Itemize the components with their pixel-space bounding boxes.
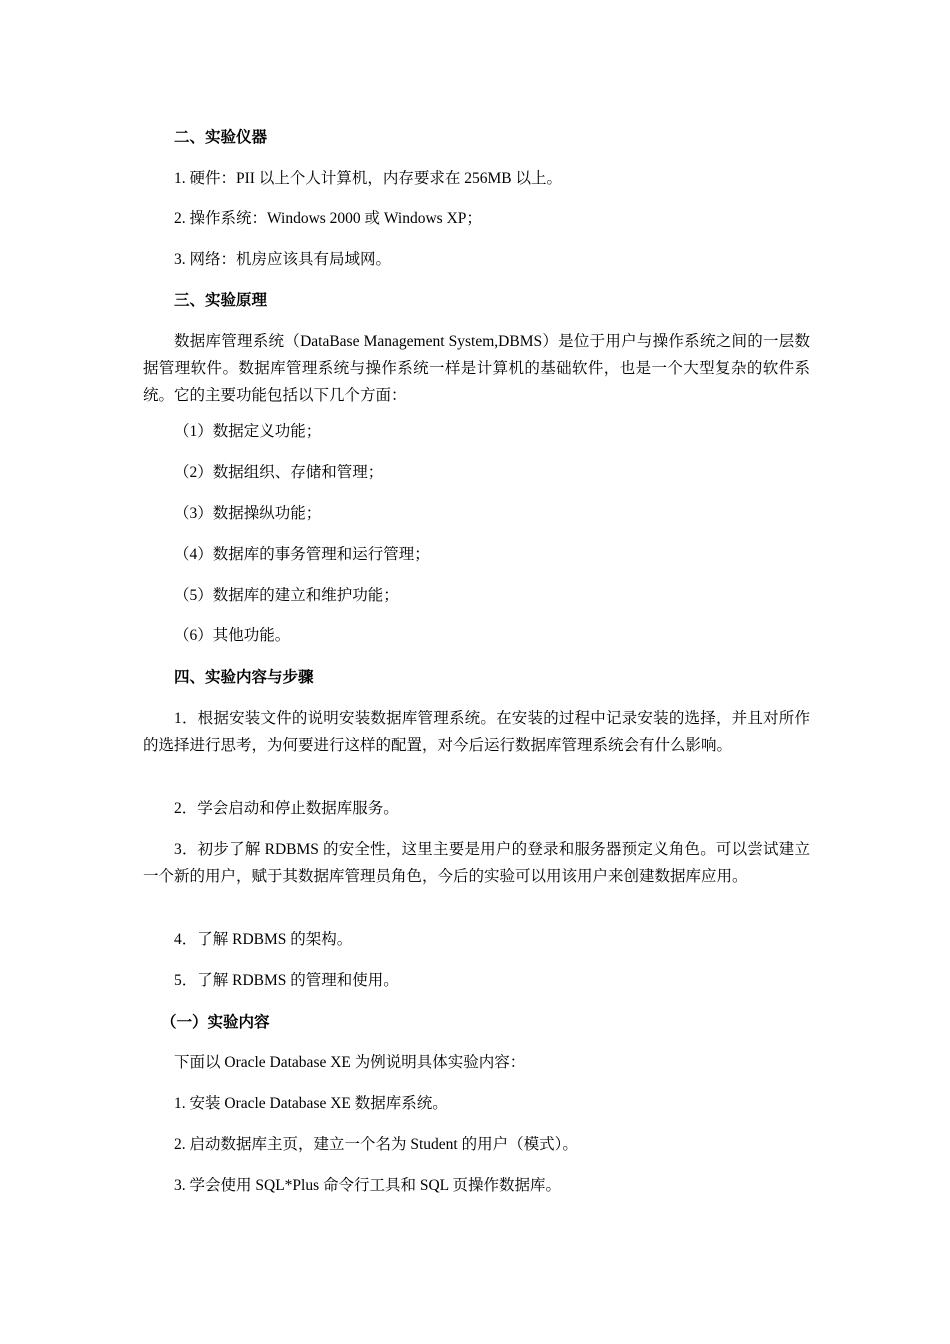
instrument-item: 3. 网络：机房应该具有局域网。 <box>174 251 392 268</box>
step-paragraph: 1．根据安装文件的说明安装数据库管理系统。在安装的过程中记录安装的选择，并且对所作的选择进行思考，为何要进行这样的配置，对今后运行数据库管理系统会有什么影响。 <box>143 710 810 754</box>
content-intro: 下面以 Oracle Database XE 为例说明具体实验内容： <box>174 1054 526 1071</box>
function-item: （5）数据库的建立和维护功能； <box>174 587 399 604</box>
instrument-item: 2. 操作系统：Windows 2000 或 Windows XP； <box>174 210 482 227</box>
instrument-item: 1. 硬件：PII 以上个人计算机，内存要求在 256MB 以上。 <box>174 170 562 187</box>
function-item: （1）数据定义功能； <box>174 423 322 440</box>
function-item: （4）数据库的事务管理和运行管理； <box>174 546 430 563</box>
function-item: （2）数据组织、存储和管理； <box>174 464 384 481</box>
function-item: （6）其他功能。 <box>174 627 291 644</box>
subsection-heading-content: （一）实验内容 <box>161 1014 270 1031</box>
section-heading-instruments: 二、实验仪器 <box>174 129 268 146</box>
function-item: （3）数据操纵功能； <box>174 505 322 522</box>
content-item: 3. 学会使用 SQL*Plus 命令行工具和 SQL 页操作数据库。 <box>174 1177 561 1194</box>
step-item: 2．学会启动和停止数据库服务。 <box>174 800 399 817</box>
step-item: 4．了解 RDBMS 的架构。 <box>174 931 353 948</box>
section-heading-principle: 三、实验原理 <box>174 292 268 309</box>
step-item: 5．了解 RDBMS 的管理和使用。 <box>174 972 399 989</box>
principle-paragraph: 数据库管理系统（DataBase Management System,DBMS）是位于用户与操作系统之间的一层数据管理软件。数据库管理系统与操作系统一样是计算机的基础软件，也是一个大型复杂的软件系统。它的主要功能包括以下几个方面： <box>143 333 810 404</box>
section-heading-steps: 四、实验内容与步骤 <box>174 669 314 686</box>
content-item: 1. 安装 Oracle Database XE 数据库系统。 <box>174 1095 448 1112</box>
step-paragraph: 3．初步了解 RDBMS 的安全性，这里主要是用户的登录和服务器预定义角色。可以尝试建立一个新的用户，赋于其数据库管理员角色，今后的实验可以用该用户来创建数据库应用。 <box>143 841 810 885</box>
content-item: 2. 启动数据库主页，建立一个名为 Student 的用户（模式）。 <box>174 1136 578 1153</box>
